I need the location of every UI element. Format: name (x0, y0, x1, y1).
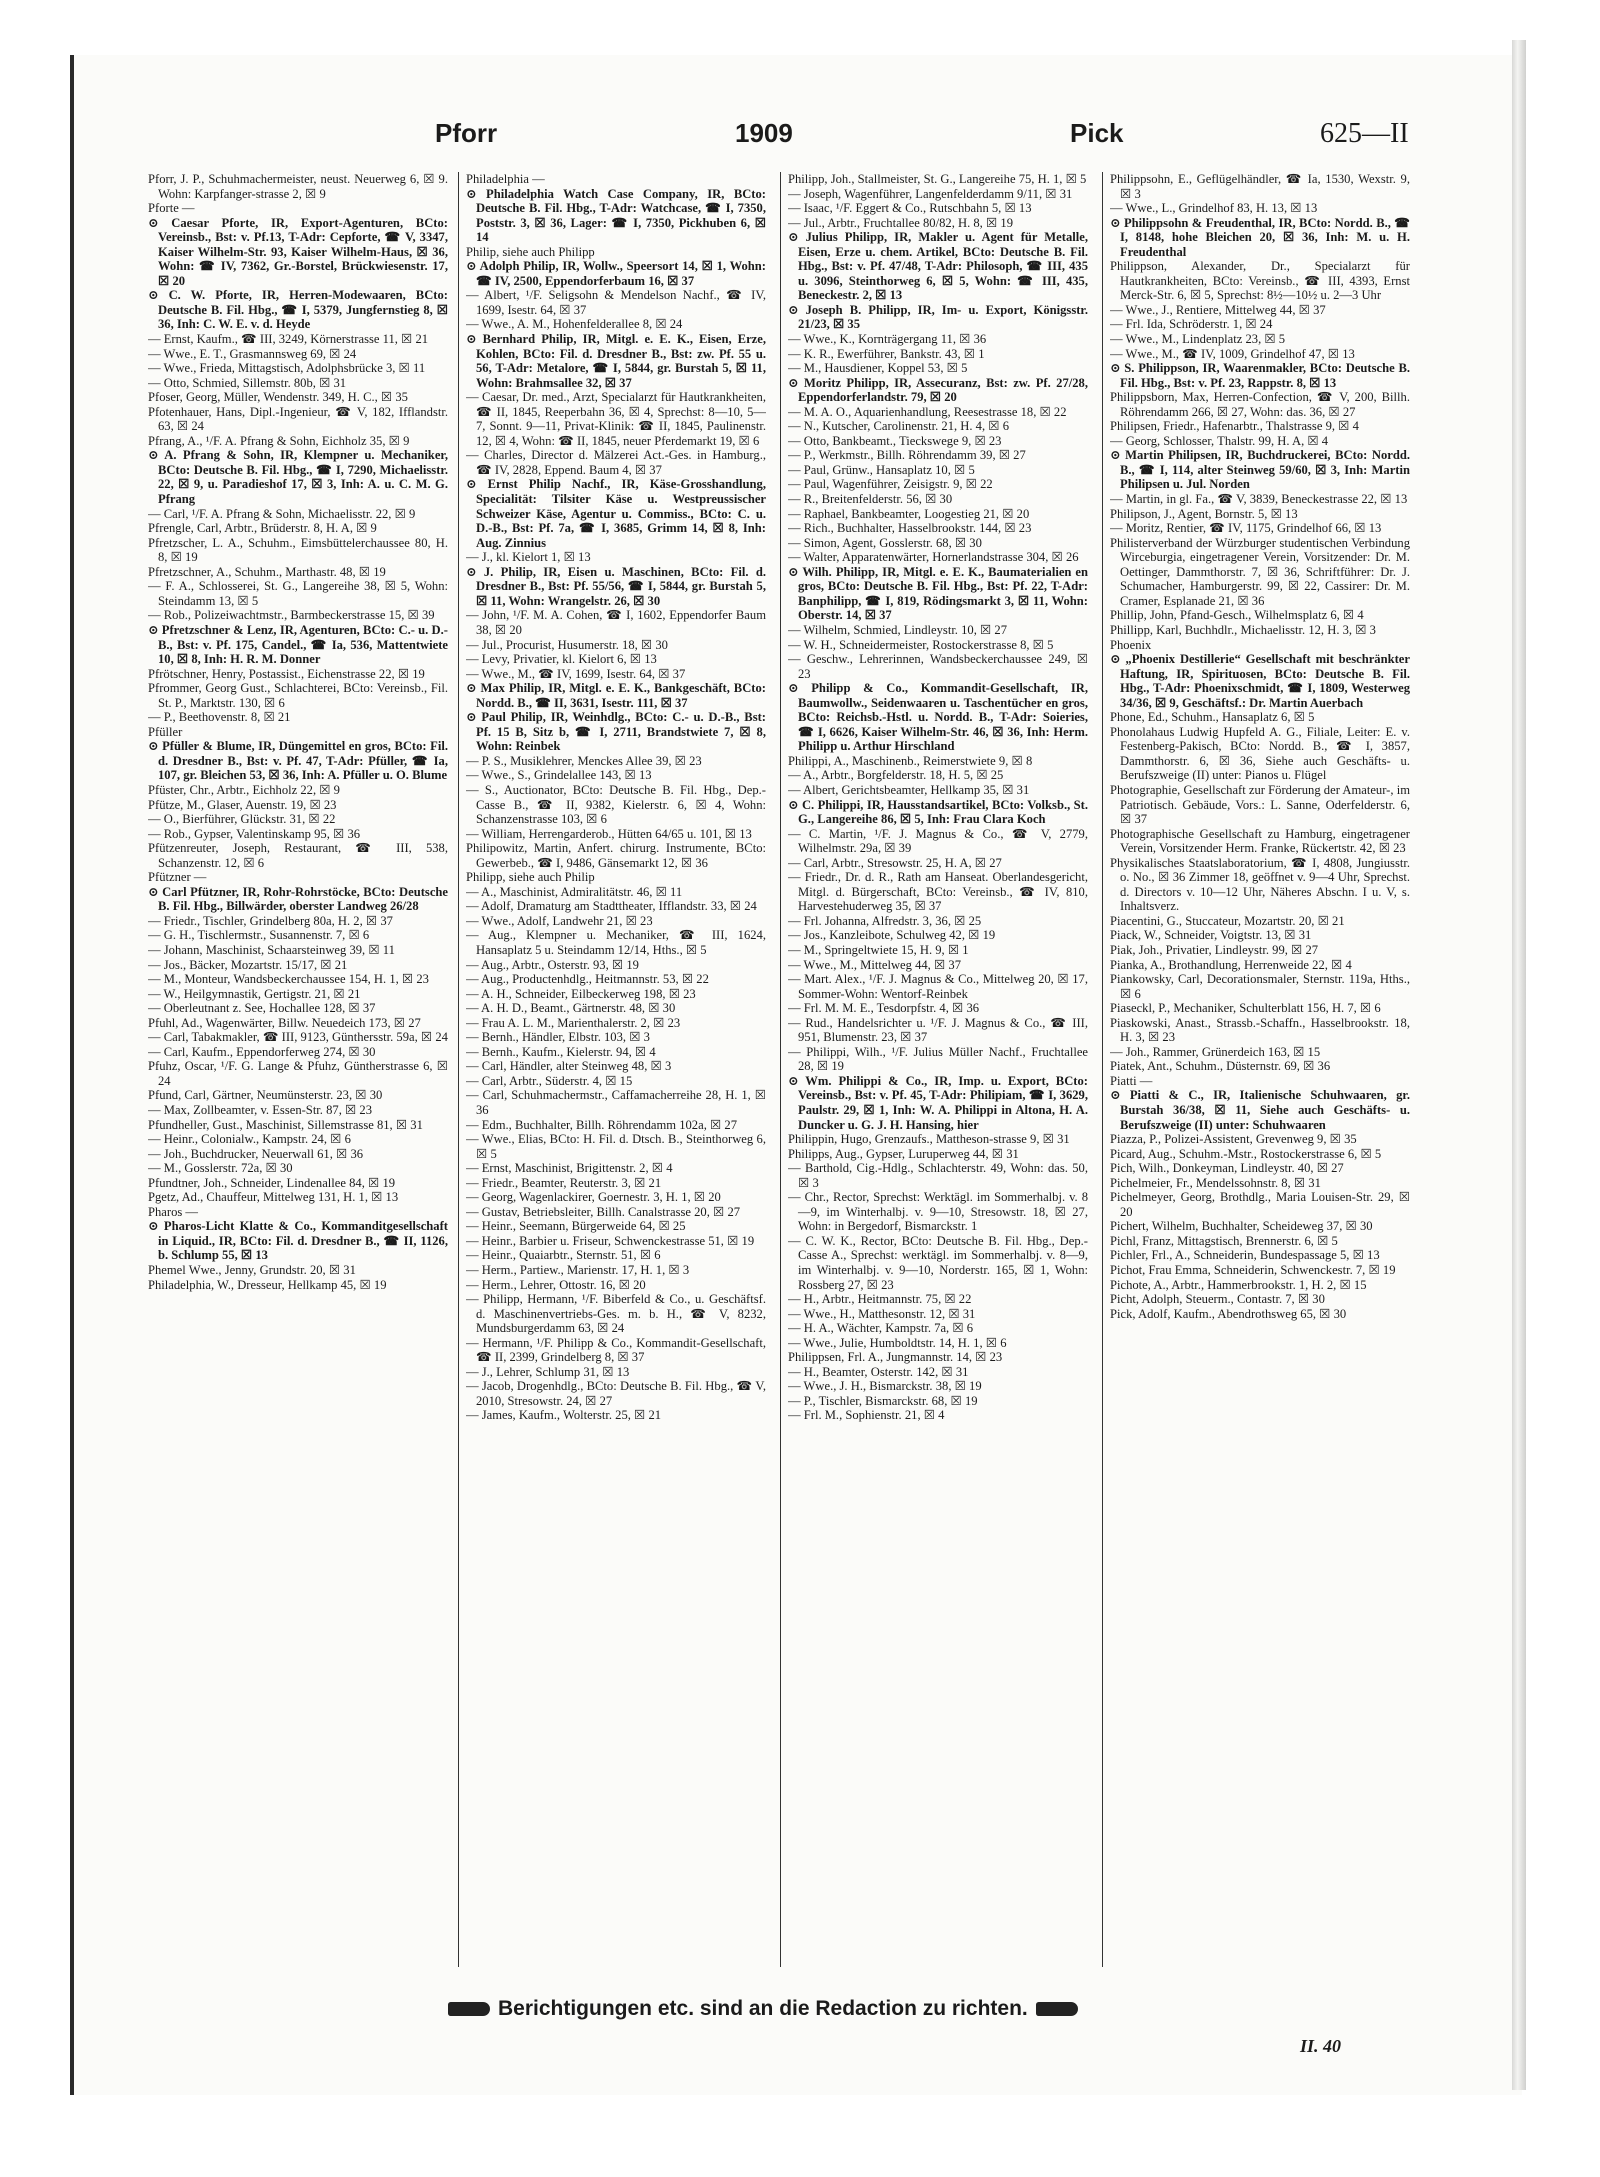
directory-entry: Pfüster, Chr., Arbtr., Eichholz 22, ☒ 9 (148, 782, 340, 797)
directory-entry: ⊙ Moritz Philipp, IR, Assecuranz, Bst: zw. Pf. 27/28, Eppendorferlandstr. 79, ☒ 20 (788, 375, 1088, 405)
directory-entry: Phillipp, Karl, Buchhdlr., Michaelisstr. 12, H. 3, ☒ 3 (1110, 622, 1376, 637)
header-last-name: Pick (1070, 118, 1124, 148)
directory-entry: — H., Beamter, Osterstr. 142, ☒ 31 (788, 1364, 969, 1379)
directory-entry: Pfützner — (148, 870, 207, 885)
directory-entry: ⊙ Martin Philipsen, IR, Buchdruckerei, BCto: Nordd. B., ☎ I, 114, alter Steinweg 59/60, ☒ 3, Inh: Martin Philipsen u. Jul. Norden (1110, 448, 1410, 492)
directory-entry: — Wwe., A. M., Hohenfelderallee 8, ☒ 24 (466, 317, 683, 332)
directory-entry: — Wwe., Frieda, Mittagstisch, Adolphsbrücke 3, ☒ 11 (148, 361, 426, 376)
directory-columns (148, 172, 1508, 1977)
directory-entry: — P. S., Musiklehrer, Menckes Allee 39, ☒ 23 (466, 753, 702, 768)
directory-entry: ⊙ Philadelphia Watch Case Company, IR, BCto: Deutsche B. Fil. Hbg., T-Adr: Watchcase, ☎ I, 7350, Poststr. 3, ☒ 36, Lager: ☎ I, 7350, Pickhuben 6, ☒ 14 (466, 186, 766, 245)
directory-entry: Pfundtner, Joh., Schneider, Lindenallee 84, ☒ 19 (148, 1175, 396, 1190)
directory-entry: — Wwe., H., Matthesonstr. 12, ☒ 31 (788, 1306, 976, 1321)
directory-entry: Pichert, Wilhelm, Buchhalter, Scheideweg 37, ☒ 30 (1110, 1219, 1373, 1234)
directory-entry: — A. H., Schneider, Eilbeckerweg 198, ☒ 23 (466, 986, 696, 1001)
directory-entry: — G. H., Tischlermstr., Susannenstr. 7, ☒ 6 (148, 928, 370, 943)
directory-entry: — Aug., Arbtr., Osterstr. 93, ☒ 19 (466, 957, 639, 972)
directory-entry: Photographische Gesellschaft zu Hamburg, eingetragener Verein, Vorsitzender Herm. Franke, Rückertstr. 42, ☒ 23 (1110, 826, 1410, 856)
directory-entry: — F. A., Schlosserei, St. G., Langereihe 38, ☒ 5, Wohn: Steindamm 13, ☒ 5 (148, 579, 448, 608)
directory-entry: — Philippi, Wilh., ¹/F. Julius Müller Nachf., Fruchtallee 28, ☒ 19 (788, 1044, 1088, 1074)
directory-entry: — Walter, Apparatenwärter, Hornerlandstrasse 304, ☒ 26 (788, 550, 1079, 565)
directory-entry: ⊙ Wilh. Philipp, IR, Mitgl. e. E. K., Baumaterialien en gros, BCto: Deutsche B. Fil. Hbg., Bst: Pf. 22, T-Adr: Banphilipp, ☎ I, 819, Rödingsmarkt 3, ☒ 11, Wohn: Oberstr. 14, ☒ 37 (788, 564, 1088, 623)
directory-entry: — Heinr., Quaiarbtr., Sternstr. 51, ☒ 6 (466, 1248, 661, 1263)
directory-entry: — Frl. M. M. E., Tesdorpfstr. 4, ☒ 36 (788, 1001, 980, 1016)
directory-entry: — A., Maschinist, Admiralitätstr. 46, ☒ 11 (466, 884, 683, 899)
directory-entry: Phone, Ed., Schuhm., Hansaplatz 6, ☒ 5 (1110, 710, 1315, 725)
column-rule (780, 172, 781, 1967)
directory-entry: — Wwe., J. H., Bismarckstr. 38, ☒ 19 (788, 1379, 982, 1394)
pointing-hand-icon (448, 2002, 490, 2016)
directory-entry: — S., Auctionator, BCto: Deutsche B. Fil. Hbg., Dep.-Casse B., ☎ II, 9382, Kielerstr. 6, ☒ 4, Wohn: Schanzenstrasse 103, ☒ 6 (466, 782, 766, 827)
directory-entry: Philipps, Aug., Gypser, Luruperweg 44, ☒ 31 (788, 1146, 1019, 1161)
directory-entry: — Wwe., M., Lindenplatz 23, ☒ 5 (1110, 332, 1286, 347)
directory-entry: Pfrang, A., ¹/F. A. Pfrang & Sohn, Eichholz 35, ☒ 9 (148, 433, 410, 448)
directory-entry: — Paul, Wagenführer, Zeisigstr. 9, ☒ 22 (788, 477, 993, 492)
directory-entry: — M. A. O., Aquarienhandlung, Reesestrasse 18, ☒ 22 (788, 404, 1067, 419)
directory-entry: ⊙ S. Philippson, IR, Waarenmakler, BCto: Deutsche B. Fil. Hbg., Bst: v. Pf. 23, Rappstr. 8, ☒ 13 (1110, 361, 1410, 390)
directory-entry: — Wwe., E. T., Grasmannsweg 69, ☒ 24 (148, 346, 357, 361)
directory-entry: — Bernh., Händler, Elbstr. 103, ☒ 3 (466, 1030, 650, 1045)
directory-entry: Pfundheller, Gust., Maschinist, Sillemstrasse 81, ☒ 31 (148, 1117, 423, 1132)
directory-entry: — Aug., Klempner u. Mechaniker, ☎ III, 1624, Hansaplatz 5 u. Steindamm 12/14, Hths., ☒ 5 (466, 928, 766, 957)
directory-entry: Phillip, John, Pfand-Gesch., Wilhelmsplatz 6, ☒ 4 (1110, 608, 1364, 623)
directory-entry: — Rud., Handelsrichter u. ¹/F. J. Magnus & Co., ☎ III, 951, Blumenstr. 23, ☒ 37 (788, 1015, 1088, 1045)
directory-entry: Pich, Wilh., Donkeyman, Lindleystr. 40, ☒ 27 (1110, 1161, 1344, 1176)
directory-entry: Piankowsky, Carl, Decorationsmaler, Sternstr. 119a, Hths., ☒ 6 (1110, 972, 1410, 1001)
directory-entry: — Ernst, Kaufm., ☎ III, 3249, Körnerstrasse 11, ☒ 21 (148, 332, 429, 347)
directory-entry: Philipsen, Friedr., Hafenarbtr., Thalstrasse 9, ☒ 4 (1110, 419, 1359, 434)
directory-entry: Philippi, A., Maschinenb., Reimerstwiete 9, ☒ 8 (788, 753, 1033, 768)
directory-entry: — Carl, Arbtr., Süderstr. 4, ☒ 15 (466, 1073, 633, 1088)
directory-entry: — Albert, Gerichtsbeamter, Hellkamp 35, ☒ 31 (788, 782, 1030, 797)
directory-entry: — Wwe., J., Rentiere, Mittelweg 44, ☒ 37 (1110, 302, 1326, 317)
directory-entry: Pichl, Franz, Mittagstisch, Brennerstr. 6, ☒ 5 (1110, 1233, 1338, 1248)
directory-entry: — Hermann, ¹/F. Philipp & Co., Kommandit-Gesellschaft, ☎ II, 2399, Grindelberg 8, ☒ 37 (466, 1335, 766, 1365)
directory-entry: Picht, Adolph, Steuerm., Contastr. 7, ☒ 30 (1110, 1292, 1325, 1307)
directory-entry: ⊙ Pharos-Licht Klatte & Co., Kommanditgesellschaft in Liquid., IR, BCto: Fil. d. Dresdner B., ☎ II, 1126, b. Schlump 55, ☒ 13 (148, 1219, 448, 1263)
directory-entry: — Heinr., Colonialw., Kampstr. 24, ☒ 6 (148, 1132, 351, 1147)
directory-entry: ⊙ Philipp & Co., Kommandit-Gesellschaft, IR, Baumwollw., Seidenwaaren u. Taschentücher en gros, BCto: Reichsb.-Hstl. u. Nordd. B., T-Adr: Soieries, ☎ I, 6626, Kaiser Wilhelm-Str. 46, ☒ 36, Inh: Herm. Philipp u. Arthur Hirschland (788, 681, 1088, 754)
directory-entry: — Levy, Privatier, kl. Kielort 6, ☒ 13 (466, 652, 657, 667)
directory-entry: ⊙ C. Philippi, IR, Hausstandsartikel, BCto: Volksb., St. G., Langereihe 86, ☒ 5, Inh: Frau Clara Koch (788, 797, 1088, 827)
directory-entry: — Otto, Bankbeamt., Tieckswege 9, ☒ 23 (788, 433, 1002, 448)
directory-entry: — Edm., Buchhalter, Billh. Röhrendamm 102a, ☒ 27 (466, 1117, 738, 1132)
directory-entry: — Wilhelm, Schmied, Lindleystr. 10, ☒ 27 (788, 622, 1008, 637)
directory-entry: Pfrommer, Georg Gust., Schlachterei, BCto: Vereinsb., Fil. St. P., Marktstr. 130, ☒ 6 (148, 681, 448, 710)
directory-entry: — Wwe., L., Grindelhof 83, H. 13, ☒ 13 (1110, 201, 1318, 216)
directory-entry: Pichote, A., Arbtr., Hammerbrookstr. 1, H. 2, ☒ 15 (1110, 1277, 1367, 1292)
directory-entry: — Geschw., Lehrerinnen, Wandsbeckerchaussee 249, ☒ 23 (788, 652, 1088, 681)
directory-entry: Philipp, Joh., Stallmeister, St. G., Langereihe 75, H. 1, ☒ 5 (788, 172, 1087, 186)
directory-entry: Philipson, J., Agent, Bornstr. 5, ☒ 13 (1110, 506, 1298, 521)
directory-entry: — Aug., Productenhdlg., Heitmannstr. 53, ☒ 22 (466, 972, 709, 987)
directory-entry: ⊙ Pfretzschner & Lenz, IR, Agenturen, BCto: C.- u. D.-B., Bst: v. Pf. 175, Candel., ☎ Ia, 536, Mattentwiete 10, ☒ 8, Inh: H. R. M. Donner (148, 622, 448, 667)
directory-entry: Pfüller (148, 724, 183, 739)
directory-entry: — Wwe., K., Kornträgergang 11, ☒ 36 (788, 332, 987, 347)
directory-entry: Piazza, P., Polizei-Assistent, Grevenweg 9, ☒ 35 (1110, 1132, 1357, 1147)
directory-entry: — Gustav, Betriebsleiter, Billh. Canalstrasse 20, ☒ 27 (466, 1204, 741, 1219)
directory-entry: Phonolahaus Ludwig Hupfeld A. G., Filiale, Leiter: E. v. Festenberg-Pakisch, BCto: Nordd. B., ☎ I, 3857, Dammthorstr. 6, ☒ 36, Siehe auch Geschäfts- u. Berufszweige (II) unter: Pianos u. Flügel (1110, 724, 1410, 783)
footer-note (440, 1997, 1240, 2027)
directory-entry: — Herm., Partiew., Marienstr. 17, H. 1, ☒ 3 (466, 1263, 690, 1278)
directory-entry: Philippsen, Frl. A., Jungmannstr. 14, ☒ 23 (788, 1350, 1003, 1365)
column-3 (788, 172, 1088, 1977)
directory-entry: Piaseckl, P., Mechaniker, Schulterblatt 156, H. 7, ☒ 6 (1110, 1001, 1381, 1016)
directory-entry: — Georg, Schlosser, Thalstr. 99, H. A, ☒ 4 (1110, 433, 1329, 448)
directory-entry: Piak, Joh., Privatier, Lindleystr. 99, ☒ 27 (1110, 942, 1319, 957)
directory-entry: Philadelphia, W., Dresseur, Hellkamp 45, ☒ 19 (148, 1277, 387, 1292)
directory-entry: — A., Arbtr., Borgfelderstr. 18, H. 5, ☒ 25 (788, 768, 1004, 783)
directory-entry: Piatek, Ant., Schuhm., Düsternstr. 69, ☒ 36 (1110, 1059, 1331, 1074)
directory-entry: — Joh., Rammer, Grünerdeich 163, ☒ 15 (1110, 1044, 1321, 1059)
directory-entry: Pfretzschner, A., Schuhm., Marthastr. 48, ☒ 19 (148, 564, 386, 579)
directory-entry: — R., Breitenfelderstr. 56, ☒ 30 (788, 492, 953, 507)
directory-entry: — M., Springeltwiete 15, H. 9, ☒ 1 (788, 942, 969, 957)
directory-entry: — N., Kutscher, Carolinenstr. 21, H. 4, ☒ 6 (788, 419, 1010, 434)
directory-entry: — C. Martin, ¹/F. J. Magnus & Co., ☎ V, 2779, Wilhelmstr. 29a, ☒ 39 (788, 826, 1088, 856)
directory-entry: ⊙ Wm. Philippi & Co., IR, Imp. u. Export, BCto: Vereinsb., Bst: v. Pf. 45, T-Adr: Philipiam, ☎ I, 3629, Paulstr. 29, ☒ 1, Inh: W. A. Philippi in Altona, H. A. Duncker u. G. J. H. Hansing, hier (788, 1073, 1088, 1132)
directory-entry: — M., Hausdiener, Koppel 53, ☒ 5 (788, 361, 968, 376)
directory-entry: — John, ¹/F. M. A. Cohen, ☎ I, 1602, Eppendorfer Baum 38, ☒ 20 (466, 608, 766, 637)
directory-entry: — O., Bierführer, Glückstr. 31, ☒ 22 (148, 812, 336, 827)
directory-entry: — Wwe., M., Mittelweg 44, ☒ 37 (788, 957, 962, 972)
directory-entry: — Frl. M., Sophienstr. 21, ☒ 4 (788, 1408, 945, 1423)
directory-entry: Pfrengle, Carl, Arbtr., Brüderstr. 8, H. A, ☒ 9 (148, 521, 377, 536)
directory-entry: Pianka, A., Brothandlung, Herrenweide 22, ☒ 4 (1110, 957, 1352, 972)
directory-entry: Philisterverband der Würzburger studentischen Verbindung Wirceburgia, eingetragener Verein, Vorsitzender: Dr. M. Oettinger, Dammthorstr. 7, ☒ 36, Schriftführer: Dr. J. Schumacher, Hamburgerstr. 99, ☒ 22, Cassirer: Dr. M. Cramer, Esplanade 21, ☒ 36 (1110, 535, 1410, 608)
directory-entry: — Rob., Gypser, Valentinskamp 95, ☒ 36 (148, 826, 361, 841)
directory-entry: — Carl, Kaufm., Eppendorferweg 274, ☒ 30 (148, 1044, 376, 1059)
directory-entry: — Jul., Procurist, Husumerstr. 18, ☒ 30 (466, 637, 668, 652)
directory-entry: Phoenix (1110, 637, 1152, 652)
column-4 (1110, 172, 1410, 1977)
directory-entry: — Rob., Polizeiwachtmstr., Barmbeckerstrasse 15, ☒ 39 (148, 608, 435, 623)
directory-entry: Philipowitz, Martin, Anfert. chirurg. Instrumente, BCto: Gewerbeb., ☎ I, 9486, Gänsemarkt 12, ☒ 36 (466, 841, 766, 870)
directory-entry: Philadelphia — (466, 172, 545, 186)
directory-entry: — Carl, Schuhmachermstr., Caffamacherreihe 28, H. 1, ☒ 36 (466, 1088, 766, 1117)
directory-entry: — J., Lehrer, Schlump 31, ☒ 13 (466, 1364, 630, 1379)
directory-entry: ⊙ A. Pfrang & Sohn, IR, Klempner u. Mechaniker, BCto: Deutsche B. Fil. Hbg., ☎ I, 7290, Michaelisstr. 22, ☒ 9, u. Paradieshof 17, ☒ 3, Inh: A. u. C. M. G. Pfrang (148, 448, 448, 507)
directory-entry: ⊙ Julius Philipp, IR, Makler u. Agent für Metalle, Eisen, Erze u. chem. Artikel, BCto: Deutsche B. Fil. Hbg., Bst: v. Pf. 47/48, T-Adr: Philosoph, ☎ III, 435 u. 3096, Steinthorweg 6, ☒ 5, Wohn: ☎ III, 435, Beneckestr. 2, ☒ 13 (788, 230, 1088, 303)
directory-entry: ⊙ Carl Pfützner, IR, Rohr-Rohrstöcke, BCto: Deutsche B. Fil. Hbg., Billwärder, oberster Landweg 26/28 (148, 884, 448, 914)
directory-entry: ⊙ Bernhard Philip, IR, Mitgl. e. E. K., Eisen, Erze, Kohlen, BCto: Fil. d. Dresdner B., Bst: zw. Pf. 55 u. 56, T-Adr: Metalore, ☎ I, 5844, gr. Burstah 5, ☒ 11, Wohn: Brahmsallee 32, ☒ 37 (466, 332, 766, 390)
directory-entry: Piaskowski, Anast., Strassb.-Schaffn., Hasselbrookstr. 18, H. 3, ☒ 23 (1110, 1015, 1410, 1045)
directory-entry: — W. H., Schneidermeister, Rostockerstrasse 8, ☒ 5 (788, 637, 1054, 652)
directory-entry: Piatti — (1110, 1073, 1153, 1088)
directory-entry: — Wwe., Elias, BCto: H. Fil. d. Dtsch. B., Steinthorweg 6, ☒ 5 (466, 1132, 766, 1161)
directory-entry: — P., Werkmstr., Billh. Röhrendamm 39, ☒ 27 (788, 448, 1026, 463)
directory-entry: Pfuhl, Ad., Wagenwärter, Billw. Neuedeich 173, ☒ 27 (148, 1015, 421, 1030)
directory-entry: Pfrötschner, Henry, Postassist., Eichenstrasse 22, ☒ 19 (148, 666, 425, 681)
directory-entry: — Ernst, Maschinist, Brigittenstr. 2, ☒ 4 (466, 1161, 673, 1176)
directory-entry: — Jacob, Drogenhdlg., BCto: Deutsche B. Fil. Hbg., ☎ V, 2010, Stresowstr. 24, ☒ 27 (466, 1379, 766, 1408)
directory-entry: — Martin, in gl. Fa., ☎ V, 3839, Beneckestrasse 22, ☒ 13 (1110, 492, 1408, 507)
directory-entry: — Frl. Johanna, Alfredstr. 3, 36, ☒ 25 (788, 913, 982, 928)
directory-entry: — Max, Zollbeamter, v. Essen-Str. 87, ☒ 23 (148, 1103, 373, 1117)
column-2 (466, 172, 766, 1977)
directory-entry: Pforr, J. P., Schuhmachermeister, neust. Neuerweg 6, ☒ 9. Wohn: Karpfanger-strasse 2, ☒ 9 (148, 172, 448, 201)
directory-entry: — Wwe., Julie, Humboldtstr. 14, H. 1, ☒ 6 (788, 1335, 1007, 1350)
directory-entry: — Carl, Tabakmakler, ☎ III, 9123, Günthersstr. 59a, ☒ 24 (148, 1030, 448, 1045)
directory-entry: — James, Kaufm., Wolterstr. 25, ☒ 21 (466, 1408, 662, 1423)
directory-entry: Pfund, Carl, Gärtner, Neumünsterstr. 23, ☒ 30 (148, 1088, 383, 1103)
directory-entry: — Carl, Händler, alter Steinweg 48, ☒ 3 (466, 1059, 672, 1074)
directory-entry: Photographie, Gesellschaft zur Förderung der Amateur-, im Patriotisch. Gebäude, Vors.: L. Sanne, Oderfelderstr. 6, ☒ 37 (1110, 782, 1410, 827)
directory-entry: — Georg, Wagenlackirer, Goernestr. 3, H. 1, ☒ 20 (466, 1190, 721, 1205)
directory-entry: Philip, siehe auch Philipp (466, 244, 595, 259)
directory-entry: — Carl, ¹/F. A. Pfrang & Sohn, Michaelisstr. 22, ☒ 9 (148, 506, 416, 521)
directory-entry: Picard, Aug., Schuhm.-Mstr., Rostockerstrasse 6, ☒ 5 (1110, 1146, 1382, 1161)
directory-entry: ⊙ Ernst Philip Nachf., IR, Käse-Grosshandlung, Specialität: Tilsiter Käse u. Westpreussischer Schweizer Käse, Agentur u. Commiss., BCto: C. u. D.-B., Bst: Pf. 7a, ☎ I, 3685, Grimm 14, ☒ 8, Inh: Aug. Zinnius (466, 477, 766, 550)
directory-entry: — Joh., Buchdrucker, Neuerwall 61, ☒ 36 (148, 1146, 364, 1161)
directory-entry: — Mart. Alex., ¹/F. J. Magnus & Co., Mittelweg 20, ☒ 17, Sommer-Wohn: Wentorf-Reinbek (788, 972, 1088, 1001)
directory-entry: — Isaac, ¹/F. Eggert & Co., Rutschbahn 5, ☒ 13 (788, 201, 1032, 216)
directory-entry: — Jul., Arbtr., Fruchtallee 80/82, H. 8, ☒ 19 (788, 215, 1014, 230)
directory-entry: Pfotenhauer, Hans, Dipl.-Ingenieur, ☎ V, 182, Ifflandstr. 63, ☒ 24 (148, 404, 448, 434)
directory-entry: — K. R., Ewerführer, Bankstr. 43, ☒ 1 (788, 346, 985, 361)
directory-entry: — Heinr., Seemann, Bürgerweide 64, ☒ 25 (466, 1219, 686, 1234)
directory-entry: ⊙ Joseph B. Philipp, IR, Im- u. Export, Königsstr. 21/23, ☒ 35 (788, 302, 1088, 332)
directory-entry: Pforte — (148, 201, 195, 216)
directory-entry: ⊙ C. W. Pforte, IR, Herren-Modewaaren, BCto: Deutsche B. Fil. Hbg., ☎ I, 5379, Jungfernstieg 8, ☒ 36, Inh: C. W. E. v. d. Heyde (148, 288, 448, 332)
directory-entry: ⊙ Piatti & C., IR, Italienische Schuhwaaren, gr. Burstah 36/38, ☒ 11, Siehe auch Geschäfts- u. Berufszweige (II) unter: Schuhwaaren (1110, 1088, 1410, 1132)
directory-entry: ⊙ Pfüller & Blume, IR, Düngemittel en gros, BCto: Fil. d. Dresdner B., Bst: v. Pf. 47, T-Adr: Pfüller, ☎ Ia, 107, gr. Bleichen 53, ☒ 36, Inh: A. Pfüller u. O. Blume (148, 739, 448, 783)
directory-entry: Pick, Adolf, Kaufm., Abendrothsweg 65, ☒ 30 (1110, 1306, 1347, 1321)
directory-entry: — Friedr., Beamter, Reuterstr. 3, ☒ 21 (466, 1175, 662, 1190)
directory-entry: — Otto, Schmied, Sillemstr. 80b, ☒ 31 (148, 375, 347, 390)
directory-entry: — Raphael, Bankbeamter, Loogestieg 21, ☒ 20 (788, 506, 1030, 521)
directory-entry: Philippin, Hugo, Grenzaufs., Mattheson-strasse 9, ☒ 31 (788, 1132, 1070, 1147)
page-header (150, 118, 1510, 158)
directory-entry: — Charles, Director d. Mälzerei Act.-Ges. in Hamburg., ☎ IV, 2828, Eppend. Baum 4, ☒ 37 (466, 448, 766, 477)
directory-entry: — A. H. D., Beamt., Gärtnerstr. 48, ☒ 30 (466, 1001, 676, 1016)
column-rule (458, 172, 459, 1967)
directory-entry: ⊙ Caesar Pforte, IR, Export-Agenturen, BCto: Vereinsb., Bst: v. Pf.13, T-Adr: Cepforte, ☎ V, 3347, Kaiser Wilhelm-Str. 93, Kaiser Wilhelm-Haus, ☒ 36, Wohn: ☎ IV, 7362, Gr.-Borstel, Brückwiesenstr. 17, ☒ 20 (148, 215, 448, 288)
directory-entry: Phemel Wwe., Jenny, Grundstr. 20, ☒ 31 (148, 1263, 356, 1278)
directory-entry: — J., kl. Kielort 1, ☒ 13 (466, 550, 591, 565)
directory-entry: — Johann, Maschinist, Schaarsteinweg 39, ☒ 11 (148, 942, 395, 957)
directory-entry: Pfoser, Georg, Müller, Wendenstr. 349, H. C., ☒ 35 (148, 390, 408, 405)
directory-entry: — Joseph, Wagenführer, Langenfelderdamm 9/11, ☒ 31 (788, 186, 1073, 201)
signature-mark: II. 40 (1300, 2036, 1342, 2056)
directory-entry: — Caesar, Dr. med., Arzt, Specialarzt für Hautkrankheiten, ☎ II, 1845, Reeperbahn 36, ☒ 4, Sprechst: 8—10, 5—7, Sonnt. 9—11, Privat-Klinik: ☎ II, 1845, Paulinenstr. 12, ☒ 4, Wohn: ☎ II, 1845, neuer Pferdemarkt 19, ☒ 6 (466, 390, 766, 448)
directory-entry: — Oberleutnant z. See, Hochallee 128, ☒ 37 (148, 1001, 376, 1016)
directory-entry: — Jos., Kanzleibote, Schulweg 42, ☒ 19 (788, 928, 996, 943)
column-rule (1102, 172, 1103, 1967)
header-page-number: 625—II (1320, 118, 1409, 149)
directory-entry: Pgetz, Ad., Chauffeur, Mittelweg 131, H. 1, ☒ 13 (148, 1190, 399, 1205)
header-year: 1909 (735, 118, 793, 148)
directory-entry: — Wwe., M., ☎ IV, 1699, Isestr. 64, ☒ 37 (466, 666, 686, 681)
pointing-hand-icon (1036, 2002, 1078, 2016)
directory-entry: — Simon, Agent, Gosslerstr. 68, ☒ 30 (788, 535, 982, 550)
directory-entry: — Moritz, Rentier, ☎ IV, 1175, Grindelhof 66, ☒ 13 (1110, 521, 1382, 536)
directory-entry: — Wwe., Adolf, Landwehr 21, ☒ 23 (466, 913, 653, 928)
directory-entry: — Frl. Ida, Schröderstr. 1, ☒ 24 (1110, 317, 1273, 332)
directory-entry: — M., Gosslerstr. 72a, ☒ 30 (148, 1161, 293, 1176)
directory-entry: Pfuhz, Oscar, ¹/F. G. Lange & Pfuhz, Güntherstrasse 6, ☒ 24 (148, 1059, 448, 1088)
column-1 (148, 172, 448, 1977)
directory-entry: Philippsborn, Max, Herren-Confection, ☎ V, 200, Billh. Röhrendamm 266, ☒ 27, Wohn: das. 36, ☒ 27 (1110, 390, 1410, 419)
header-first-name: Pforr (435, 118, 498, 148)
directory-entry: ⊙ Max Philip, IR, Mitgl. e. E. K., Bankgeschäft, BCto: Nordd. B., ☎ II, 3631, Isestr. 111, ☒ 37 (466, 681, 766, 710)
directory-entry: ⊙ Philippsohn & Freudenthal, IR, BCto: Nordd. B., ☎ I, 8148, hohe Bleichen 20, ☒ 36, Inh: M. u. H. Freudenthal (1110, 215, 1410, 259)
directory-entry: — Rich., Buchhalter, Hasselbrookstr. 144, ☒ 23 (788, 521, 1032, 536)
directory-entry: — C. W. K., Rector, BCto: Deutsche B. Fil. Hbg., Dep.-Casse A., Sprechst: werktägl. im Sommerhalbj. v. 8—9, im Winterhalbj. v. 9—10, Norderstr. 165, ☒ 1, Wohn: Rossberg 27, ☒ 23 (788, 1233, 1088, 1292)
directory-entry: Philippson, Alexander, Dr., Specialarzt für Hautkrankheiten, BCto: Vereinsb., ☎ III, 4393, Ernst Merck-Str. 6, ☒ 5, Sprechst: 8½—10½ u. 2—3 Uhr (1110, 259, 1410, 303)
directory-entry: — Adolf, Dramaturg am Stadttheater, Ifflandstr. 33, ☒ 24 (466, 899, 757, 914)
directory-entry: — H., Arbtr., Heitmannstr. 75, ☒ 22 (788, 1292, 972, 1307)
directory-entry: — H. A., Wächter, Kampstr. 7a, ☒ 6 (788, 1321, 974, 1336)
directory-entry: — Barthold, Cig.-Hdlg., Schlachterstr. 49, Wohn: das. 50, ☒ 3 (788, 1161, 1088, 1190)
directory-entry: — Herm., Lehrer, Ottostr. 16, ☒ 20 (466, 1277, 646, 1292)
directory-entry: — Heinr., Barbier u. Friseur, Schwenckestrasse 51, ☒ 19 (466, 1233, 755, 1248)
directory-entry: — Philipp, Hermann, ¹/F. Biberfeld & Co., u. Geschäftsf. d. Maschinenvertriebs-Ges. m. b. H., ☎ V, 8232, Mundsburgerdamm 63, ☒ 24 (466, 1292, 766, 1336)
page-edge (1512, 40, 1526, 2090)
directory-entry: — Frau A. L. M., Marienthalerstr. 2, ☒ 23 (466, 1015, 681, 1030)
directory-entry: Pfützenreuter, Joseph, Restaurant, ☎ III, 538, Schanzenstr. 12, ☒ 6 (148, 841, 448, 870)
directory-entry: — Paul, Grünw., Hansaplatz 10, ☒ 5 (788, 462, 975, 477)
directory-entry: ⊙ Adolph Philip, IR, Wollw., Speersort 14, ☒ 1, Wohn: ☎ IV, 2500, Eppendorferbaum 16, ☒ 37 (466, 259, 766, 288)
directory-entry: Pfütze, M., Glaser, Auenstr. 19, ☒ 23 (148, 797, 337, 812)
directory-entry: Pichot, Frau Emma, Schneiderin, Schwenckestr. 7, ☒ 19 (1110, 1263, 1396, 1278)
directory-entry: — Wwe., M., ☎ IV, 1009, Grindelhof 47, ☒ 13 (1110, 346, 1355, 361)
footer-note-text: Berichtigungen etc. sind an die Redaction zu richten. (498, 1997, 1028, 2020)
directory-entry: — Friedr., Dr. d. R., Rath am Hanseat. Oberlandesgericht, Mitgl. d. Bürgerschaft, BCto: Vereinsb., ☎ IV, 810, Harvestehuderweg 35, ☒ 37 (788, 870, 1088, 914)
directory-entry: Pichelmeier, Fr., Mendelssohnstr. 8, ☒ 31 (1110, 1175, 1321, 1190)
directory-entry: Physikalisches Staatslaboratorium, ☎ I, 4808, Jungiusstr. o. No., ☒ 36 Zimmer 18, geöffnet v. 9—4 Uhr, Sprechst. d. Directors v. 10—12 Uhr, Näheres Abschn. I u. V, s. Inhaltsverz. (1110, 855, 1410, 914)
directory-entry: — M., Monteur, Wandsbeckerchaussee 154, H. 1, ☒ 23 (148, 972, 429, 987)
directory-entry: Pichelmeyer, Georg, Brothdlg., Maria Louisen-Str. 29, ☒ 20 (1110, 1190, 1410, 1219)
directory-entry: Pichler, Frl., A., Schneiderin, Bundespassage 5, ☒ 13 (1110, 1248, 1380, 1263)
directory-entry: — Bernh., Kaufm., Kielerstr. 94, ☒ 4 (466, 1044, 656, 1059)
directory-entry: — Chr., Rector, Sprechst: Werktägl. im Sommerhalbj. v. 8—9, im Winterhalbj. v. 9—10, Stresowstr. 18, ☒ 27, Wohn: in Bergedorf, Bismarckstr. 1 (788, 1190, 1088, 1234)
directory-entry: Piack, W., Schneider, Voigtstr. 13, ☒ 31 (1110, 928, 1312, 943)
directory-entry: — Carl, Arbtr., Stresowstr. 25, H. A, ☒ 27 (788, 855, 1002, 870)
directory-entry: — P., Tischler, Bismarckstr. 68, ☒ 19 (788, 1393, 978, 1408)
directory-entry: — Jos., Bäcker, Mozartstr. 15/17, ☒ 21 (148, 957, 348, 972)
directory-entry: — P., Beethovenstr. 8, ☒ 21 (148, 710, 291, 725)
directory-entry: — Albert, ¹/F. Seligsohn & Mendelson Nachf., ☎ IV, 1699, Isestr. 64, ☒ 37 (466, 288, 766, 317)
directory-entry: — W., Heilgymnastik, Gertigstr. 21, ☒ 21 (148, 986, 361, 1001)
directory-entry: — Wwe., S., Grindelallee 143, ☒ 13 (466, 768, 652, 783)
directory-entry: ⊙ „Phoenix Destillerie“ Gesellschaft mit beschränkter Haftung, IR, Spirituosen, BCto: Deutsche B. Fil. Hbg., T-Adr: Phoenixschmidt, ☎ I, 1809, Westerweg 34/36, ☒ 9, Geschäftsf.: Dr. Martin Auerbach (1110, 652, 1410, 710)
directory-entry: — Friedr., Tischler, Grindelberg 80a, H. 2, ☒ 37 (148, 913, 393, 928)
directory-entry: Piacentini, G., Stuccateur, Mozartstr. 20, ☒ 21 (1110, 913, 1345, 928)
directory-entry: Pharos — (148, 1204, 199, 1219)
directory-entry: Philippsohn, E., Geflügelhändler, ☎ Ia, 1530, Wexstr. 9, ☒ 3 (1110, 172, 1410, 201)
directory-entry: — William, Herrengarderob., Hütten 64/65 u. 101, ☒ 13 (466, 826, 752, 841)
directory-entry: ⊙ J. Philip, IR, Eisen u. Maschinen, BCto: Fil. d. Dresdner B., Bst: Pf. 55/56, ☎ I, 5844, gr. Burstah 5, ☒ 11, Wohn: Wrangelstr. 26, ☒ 30 (466, 564, 766, 608)
directory-entry: Pfretzscher, L. A., Schuhm., Eimsbüttelerchaussee 80, H. 8, ☒ 19 (148, 535, 448, 565)
directory-entry: ⊙ Paul Philip, IR, Weinhdlg., BCto: C.- u. D.-B., Bst: Pf. 15 B, Sitz b, ☎ I, 2711, Brandstwiete 7, ☒ 8, Wohn: Reinbek (466, 710, 766, 754)
directory-entry: Philipp, siehe auch Philip (466, 870, 595, 885)
